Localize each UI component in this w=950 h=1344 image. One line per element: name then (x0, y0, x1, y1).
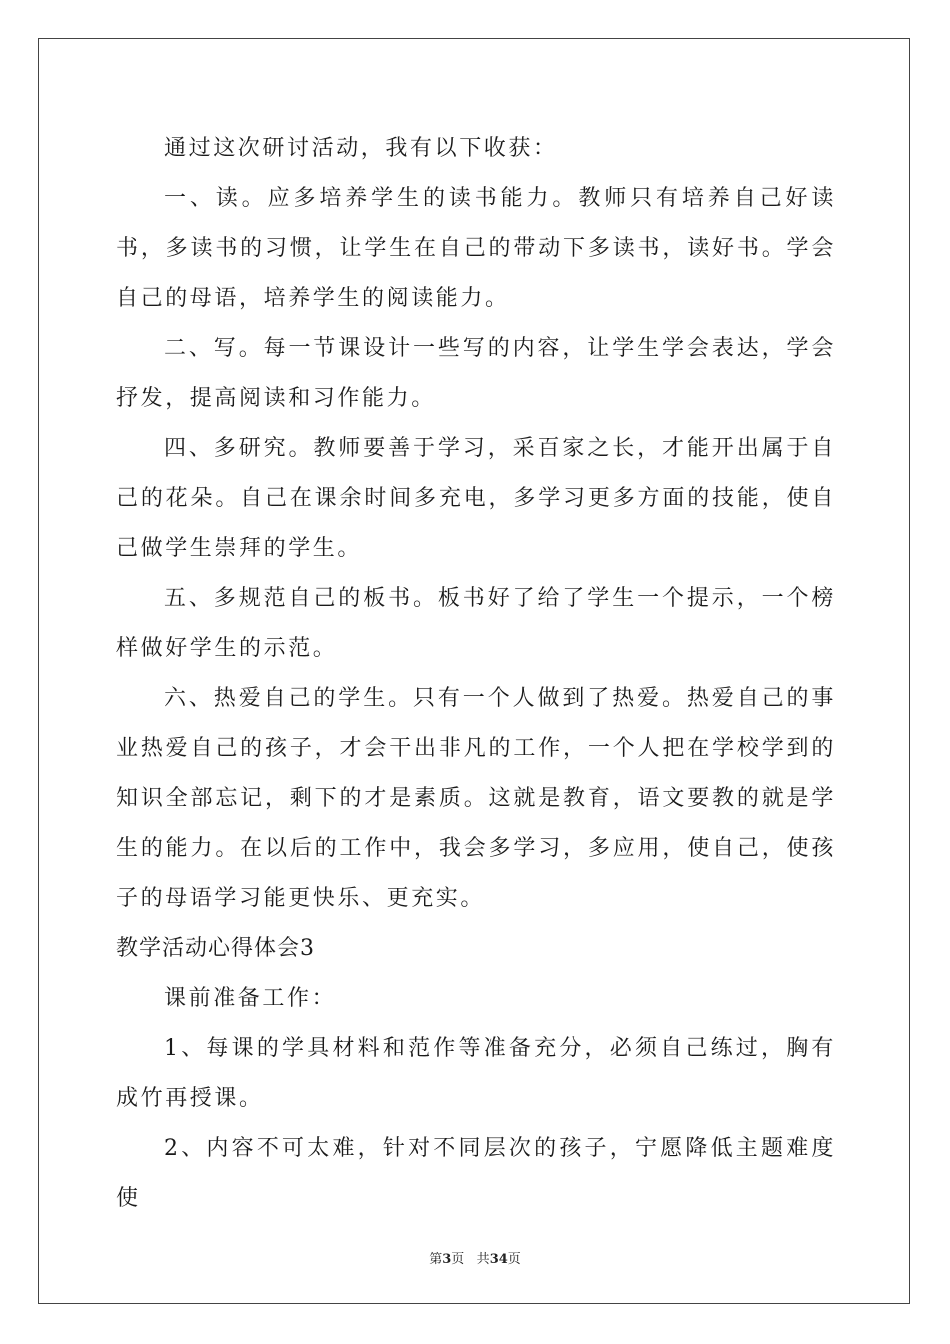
paragraph-love-students: 六、热爱自己的学生。只有一个人做到了热爱。热爱自己的事业热爱自己的孩子，才会干出非凡的工作，一个人把在学校学到的知识全部忘记，剩下的才是素质。这就是教育，语文要教的就是学生的能力。在以后的工作中，我会多学习，多应用，使自己，使孩子的母语学习能更快乐、更充实。 (116, 686, 836, 911)
paragraph-writing: 二、写。每一节课设计一些写的内容，让学生学会表达，学会抒发，提高阅读和习作能力。 (116, 336, 836, 411)
total-prefix: 共 (476, 1252, 490, 1267)
paragraph-research: 四、多研究。教师要善于学习，采百家之长，才能开出属于自己的花朵。自己在课余时间多充电，多学习更多方面的技能，使自己做学生崇拜的学生。 (116, 436, 836, 561)
page-prefix: 第 (429, 1252, 443, 1267)
total-suffix: 页 (507, 1252, 521, 1267)
page-suffix: 页 (451, 1252, 465, 1267)
paragraph-item-1: 1、每课的学具材料和范作等准备充分，必须自己练过，胸有成竹再授课。 (116, 1036, 836, 1111)
paragraph-preparation: 课前准备工作： (164, 986, 337, 1011)
section-heading: 教学活动心得体会3 (116, 936, 315, 961)
paragraph-reading: 一、读。应多培养学生的读书能力。教师只有培养自己好读书，多读书的习惯，让学生在自己的带动下多读书，读好书。学会自己的母语，培养学生的阅读能力。 (116, 186, 836, 311)
total-pages: 34 (489, 1252, 508, 1267)
paragraph-intro: 通过这次研讨活动，我有以下收获： (164, 136, 558, 161)
document-body (116, 124, 836, 1224)
page-footer (0, 1248, 950, 1267)
page-number: 3 (442, 1252, 452, 1267)
paragraph-item-2: 2、内容不可太难，针对不同层次的孩子，宁愿降低主题难度使 (116, 1136, 836, 1211)
paragraph-blackboard: 五、多规范自己的板书。板书好了给了学生一个提示，一个榜样做好学生的示范。 (116, 586, 836, 661)
